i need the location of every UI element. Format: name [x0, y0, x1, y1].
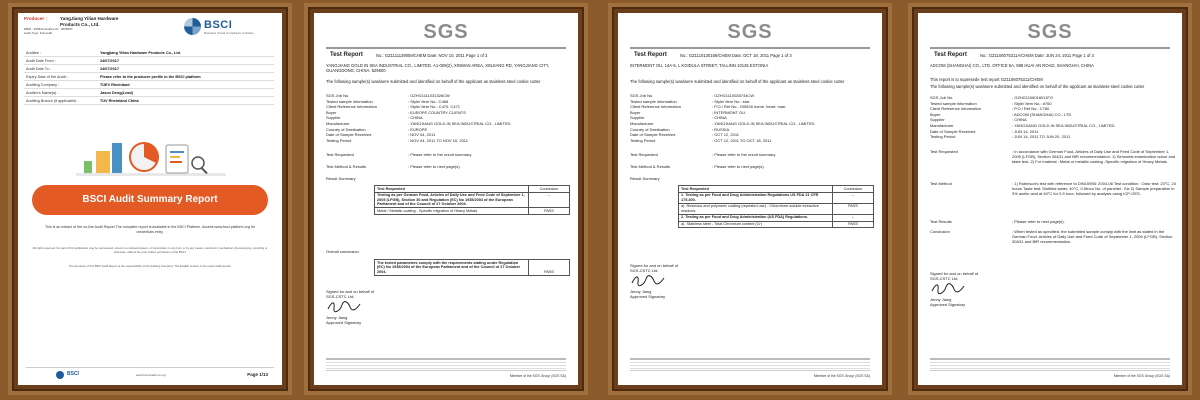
field-value: : EUROPE	[408, 126, 428, 132]
field-value: Jason Deng(Lead)	[98, 89, 274, 97]
field-value: : NOV 04, 2011 TO NOV 10, 2011	[408, 137, 468, 143]
sign-company: SGS-CSTC Ltd.	[930, 276, 959, 281]
table-cell: PASS	[833, 221, 874, 228]
test-requested	[930, 149, 1180, 177]
field-value: : Style/ Item No.: #760	[1012, 100, 1052, 106]
audit-illustration	[76, 133, 226, 181]
bsci-logo-text: BSCI	[204, 19, 233, 31]
signatory-name: Jenny Jiang	[630, 289, 652, 294]
footer-text: Member of the SGS Group (SGS SA)	[813, 374, 870, 378]
report-number-line: No.: GZ1106075311A/CHEM Date: JUN 24, 2011 Page 1 of 3	[980, 53, 1094, 58]
field-value: : JUN 14, 2011	[1012, 128, 1039, 134]
footer-text: Member of the SGS Group (SGS SA)	[1113, 374, 1170, 378]
field-value: : YANGJIANG GOLD IN SEA INDUSTRIAL CO., LIMITED.	[1012, 122, 1116, 128]
field-value: : Please refer to next page(s).	[408, 164, 461, 169]
signature-block	[326, 289, 374, 325]
table-row	[24, 65, 274, 73]
signature-image	[630, 273, 666, 287]
field-label: Expiry Date of the Audit :	[24, 73, 98, 81]
rights-paragraph: All rights reserved. No part of this publication may be reproduced, stored in a retrieval system, or transmitted, in any form or by any means, electronic, mechanical, photocopying, recording or otherwise, without the prior written permission of the BSCI.	[32, 246, 268, 254]
field-label: Country of Destination	[326, 126, 366, 132]
field-label: Auditor's Name(s) :	[24, 89, 98, 97]
table-row	[24, 57, 274, 65]
bsci-logo	[184, 18, 276, 36]
field-label: Auditing Company :	[24, 81, 98, 89]
field-label: Test Method & Results	[326, 164, 367, 169]
field-row	[326, 138, 576, 144]
signature-block	[930, 271, 978, 307]
table-cell: Testing as per German Food, Articles of Daily Use and Feed Code of September 1, 2005 (LFGB), Section 30 and Regulation (EC) No 1935/2004 of the European Parliament and of the Council of 27 October 2004.	[375, 192, 529, 208]
table-cell: a). Stainless steel - Total Chromium content (Cr)	[679, 221, 833, 228]
field-label: Date of Sample Received	[326, 132, 372, 138]
column-header: Conclusion	[529, 186, 570, 193]
disclaimer-text	[326, 358, 566, 369]
test-method	[930, 181, 1180, 217]
field-row	[930, 134, 1180, 140]
table-row	[24, 49, 274, 57]
field-label: Manufacturer	[326, 120, 350, 126]
field-label: Overall conclusion	[326, 249, 359, 254]
field-value: : RUSSIA	[712, 126, 730, 132]
field-value: : GZHG1111031326CW	[408, 93, 450, 98]
field-label: Test Requested	[326, 152, 354, 157]
field-label: Audit Date To :	[24, 65, 98, 73]
field-value: : YANGJIANG GOLD IN SEA INDUSTRIAL CO., LIMITED.	[408, 120, 512, 126]
footer-text: Member of the SGS Group (SGS SA)	[509, 374, 566, 378]
intro-text: The following sample(s) was/were submitted and identified on behalf of the applicant as stainless steel cookie cutter	[930, 84, 1145, 89]
sign-company: SGS-CSTC Ltd.	[326, 294, 355, 299]
field-value: : OCT 12, 2011	[712, 132, 739, 138]
field-label: Test Method & Results	[630, 164, 671, 169]
field-label: Tested sample information	[930, 100, 977, 106]
audit-info-table	[24, 49, 274, 105]
field-value: 24/07/2017	[98, 65, 274, 73]
disclaimer-text	[930, 358, 1170, 369]
field-label: SGS Job No.	[630, 93, 654, 98]
sgs-logo: SGS	[727, 21, 773, 43]
signatory-name: Jenny Jiang	[930, 297, 952, 302]
header-divider	[630, 47, 870, 49]
field-value: : CHINA	[712, 115, 727, 121]
field-value: : YANGJIANG GOLD IN SEA INDUSTRIAL CO., LIMITED.	[712, 120, 816, 126]
field-value: : Please refer to the result summary.	[712, 152, 777, 157]
report-title: Test Report	[934, 52, 967, 58]
table-cell: PASS	[529, 208, 570, 215]
table-row	[375, 260, 570, 276]
field-value: : P.O./ Ref No.: GI5928 home. heart. man.	[712, 104, 787, 110]
sgs-footer	[930, 370, 1170, 381]
field-value: Please refer to the producer profile in the BSCI platform	[98, 73, 274, 81]
table-row	[24, 81, 274, 89]
sign-line: Signed for and on behalf of	[930, 271, 979, 276]
field-value: TUEV Rheinland	[98, 81, 274, 89]
bsci-footer-logo-icon	[56, 371, 64, 379]
conclusion	[930, 229, 1180, 251]
field-label: Country of Destination	[630, 126, 670, 132]
table-cell: --	[833, 192, 874, 203]
table-row	[24, 89, 274, 97]
field-label: Test Requested	[630, 152, 658, 157]
table-cell: Metal / Metallic coating - Specific migration of Heavy Metals	[375, 208, 529, 215]
field-value: : CHINA	[1012, 117, 1027, 123]
field-label: Date of Sample Received	[930, 128, 976, 134]
field-value: : P.O./ Ref No.: C760	[1012, 106, 1050, 112]
field-label: Testing Period	[326, 137, 352, 143]
field-value: : ADCOM (SHANGHAI) CO., LTD	[1012, 111, 1072, 117]
field-value: : CHINA	[408, 115, 423, 121]
field-label: Supplier	[630, 115, 645, 121]
bsci-report-page	[18, 13, 282, 385]
sgs-report-frame	[908, 3, 1192, 395]
signatory-title: Approved Signatory	[326, 320, 362, 325]
field-label: SGS Job No.	[930, 95, 954, 100]
bsci-footer	[26, 367, 274, 380]
bsci-logo-icon	[184, 18, 201, 35]
sgs-logo: SGS	[423, 21, 469, 43]
column-header: Test Requested	[375, 186, 529, 193]
field-label: Result Summary	[326, 176, 356, 181]
field-label: Auditing Branch (if applicable) :	[24, 97, 98, 105]
producer-label: Producer :	[24, 16, 47, 21]
page-number: Page 1/13	[247, 372, 268, 377]
table-row	[679, 214, 874, 221]
sample-fields	[930, 95, 1180, 140]
sgs-report-page	[918, 13, 1182, 385]
field-value: : Style/ Item No.: star.	[712, 98, 751, 104]
field-value: : When tested as specified, the submitted sample comply with the limit as stated in the German Food, Articles of Daily Use and Feed Code of September 1, 2005 (LFGB), Section 30&31 and BfR recommendation.	[1012, 229, 1173, 244]
bsci-footer-logo-text: BSCI	[67, 371, 79, 377]
field-label: Testing Period	[930, 134, 956, 140]
field-value: : Please refer to next page(s).	[712, 164, 765, 169]
table-cell: 1. Testing as per Food and Drug Administration Regulations US FDA 21 CFR 175.300.	[679, 192, 833, 203]
table-row	[24, 73, 274, 81]
table-cell: PASS	[529, 260, 570, 276]
field-value: : Please refer to the result summary.	[408, 152, 473, 157]
field-value: : In accordance with German Food, Articles of Daily Use and Feed Code of September 1, 2005 (LFGB), Section 30&31 and BfR recommendation. 1) Sensorial examination odour and taste test. 2) For material : Metal or metallic coating -Specific migration of Heavy Metals.	[1012, 149, 1176, 164]
signature-block	[630, 263, 678, 299]
signatory-title: Approved Signatory	[630, 294, 666, 299]
sgs-report-frame	[608, 3, 892, 395]
table-cell: PASS	[833, 203, 874, 214]
intro-text: The following sample(s) was/were submitted and identified on behalf of the applicant as stainless steel cookie cutter	[326, 79, 541, 84]
field-label: Test Requested	[930, 149, 958, 154]
field-value: : EUROPE COUNTRY CLIENTS	[408, 109, 466, 115]
field-label: Test Results	[930, 219, 952, 224]
sign-company: SGS-CSTC Ltd.	[630, 268, 659, 273]
field-value: : GZHG1106016011FG	[1012, 95, 1053, 100]
field-value: : Please refer to next page(s).	[1012, 219, 1065, 224]
field-label: Client Reference Information	[930, 106, 981, 112]
signature-image	[326, 299, 362, 313]
field-value: 24/07/2017	[98, 57, 274, 65]
sgs-report-page	[314, 13, 578, 385]
audit-meta-line: Audit Type: Full audit	[24, 31, 52, 35]
table-row	[679, 221, 874, 228]
signatory-title: Approved Signatory	[930, 302, 966, 307]
bsci-report-frame	[8, 3, 292, 395]
sign-line: Signed for and on behalf of	[630, 263, 679, 268]
table-cell: --	[833, 214, 874, 221]
bsci-logo-subtitle: Business Social Compliance Initiative	[204, 31, 254, 35]
sgs-report-frame	[304, 3, 588, 395]
field-label: Tested sample information	[326, 98, 373, 104]
field-label: Manufacturer	[630, 120, 654, 126]
field-value: : INTERMONT OU.	[712, 109, 747, 115]
field-label: Date of Sample Received	[630, 132, 676, 138]
footer-url: www.bsci-platform.org	[136, 373, 166, 377]
report-title-banner: BSCI Audit Summary Report	[32, 185, 268, 215]
sgs-report-page	[618, 13, 882, 385]
field-label: SGS Job No.	[326, 93, 350, 98]
field-label: Client Reference Information	[630, 104, 681, 110]
result-summary-table	[374, 185, 570, 215]
sgs-logo: SGS	[1027, 21, 1073, 43]
table-row	[375, 208, 570, 215]
sign-line: Signed for and on behalf of	[326, 289, 375, 294]
supersede-text: This report is to supersede test report GZ1106075311/CHEM	[930, 77, 1043, 82]
field-label: Test Method	[930, 181, 952, 186]
field-value: : GZHG1110028744CW	[712, 93, 755, 98]
sample-fields	[630, 93, 880, 143]
result-summary-table	[678, 185, 874, 228]
field-label: Tested sample information	[630, 98, 677, 104]
sgs-footer	[326, 370, 566, 381]
report-number-line: No.: GZ1111139059/CHEM Date: NOV 10, 2011 Page 1 of 3	[376, 53, 488, 58]
table-cell: a). Resinous and polymeric coating (repeated use) - Chloroform-soluble extractive residues	[679, 203, 833, 214]
table-row	[679, 203, 874, 214]
field-label: Buyer	[630, 109, 641, 115]
field-label: Buyer	[326, 109, 337, 115]
field-label: Result Summary	[630, 176, 660, 181]
sample-fields	[326, 93, 576, 143]
report-number-line: No.: GZ1110130168/CHEM Date: OCT 18, 2011 Page 1 of 3	[680, 53, 792, 58]
header-divider	[326, 47, 566, 49]
field-label: Buyer	[930, 111, 941, 117]
applicant-address: ADCOM (SHANGHAI) CO., LTD. OFFICE 5A, 888 HUAI AN ROAD, SHANGHAI, CHINA	[930, 63, 1094, 68]
field-label: Conclusion	[930, 229, 950, 234]
field-label: Auditee :	[24, 49, 98, 57]
table-row	[24, 97, 274, 105]
field-value: : OCT 12, 2011 TO OCT 18, 2011	[712, 137, 772, 143]
field-value: : JUN 14, 2011 TO JUN 20, 2011	[1012, 134, 1071, 140]
audit-meta	[24, 27, 144, 35]
disclaimer-text	[630, 358, 870, 369]
field-value: : Style/ Item No.: C470, C471	[408, 104, 461, 110]
field-value: : 1) Robinson's test with reference to DIN10955: 2004-06 Test condition : Odor test: 23°C, 24 hours Taste test: Distilled water, 40°C, 0.5hour No. of panelist : Six 2) Sample preparation in 3% acetic acid at 40°C for 0.5 hour, followed by analysis using ICP-OES.	[1012, 181, 1176, 196]
table-header-row	[679, 186, 874, 193]
column-header: Conclusion	[833, 186, 874, 193]
producer-name: YangJiang Yilian Hardware Products Co., Ltd.	[60, 16, 119, 27]
table-cell: 2. Testing as per Food and Drug Administration (US FDA) Regulations.	[679, 214, 833, 221]
audit-meta-line: DBID : 395843 Auditee ID : 3665507	[24, 27, 73, 31]
report-note: This is an extract of the on-line Audit Report.The complete report is available in the BSCI Platform. Access www.bsci-platform.org for credentials entry.	[44, 225, 256, 234]
sgs-footer	[630, 370, 870, 381]
intro-text: The following sample(s) was/were submitted and identified on behalf of the applicant as stainless steel cookie cutter	[630, 79, 845, 84]
report-title: Test Report	[330, 52, 363, 58]
accuracy-paragraph: The accuracy of this BSCI Audit Report is the responsibility of the Auditing Company. The English version of the report shall prevail.	[68, 264, 232, 268]
applicant-address: YANGJIANG GOLD IN SEA INDUSTRIAL CO., LIMITED. A1-009(2), XINWAN AREA, XINJIANG RD, YANGJIANG CITY, GUANGDONG, CHINA. 529500	[326, 63, 550, 74]
bsci-header	[24, 15, 276, 37]
field-label: Client Reference Information	[326, 104, 377, 110]
table-cell: --	[529, 192, 570, 208]
field-value: TUV Rheinland China	[98, 97, 274, 105]
field-label: Supplier	[326, 115, 341, 121]
table-row	[375, 192, 570, 208]
field-label: Manufacturer	[930, 122, 954, 128]
field-label: Supplier	[930, 117, 945, 123]
field-value: : Style/ Item No.: C468	[408, 98, 449, 104]
table-row	[679, 192, 874, 203]
table-header-row	[375, 186, 570, 193]
signatory-name: Jenny Jiang	[326, 315, 348, 320]
table-cell: The tested parameters comply with the requirements stating under Regulation (EC) No 1935/2004 of the European Parliament and of the Council of 27 October 2004.	[375, 260, 529, 276]
field-value: Yangjiang Yilian Hardware Products Co., Ltd.	[98, 49, 274, 57]
column-header: Test Requested	[679, 186, 833, 193]
applicant-address: INTERMONT OU. 14A-5, L KOIDULA STREET, TALLINN 10125 ESTONIA	[630, 63, 769, 68]
report-title: Test Report	[634, 52, 667, 58]
signature-image	[930, 281, 966, 295]
overall-conclusion-table	[374, 259, 570, 276]
field-value: : NOV 04, 2011	[408, 132, 436, 138]
field-label: Audit Date From :	[24, 57, 98, 65]
field-label: Testing Period	[630, 137, 656, 143]
header-divider	[930, 47, 1170, 49]
field-row	[630, 138, 880, 144]
